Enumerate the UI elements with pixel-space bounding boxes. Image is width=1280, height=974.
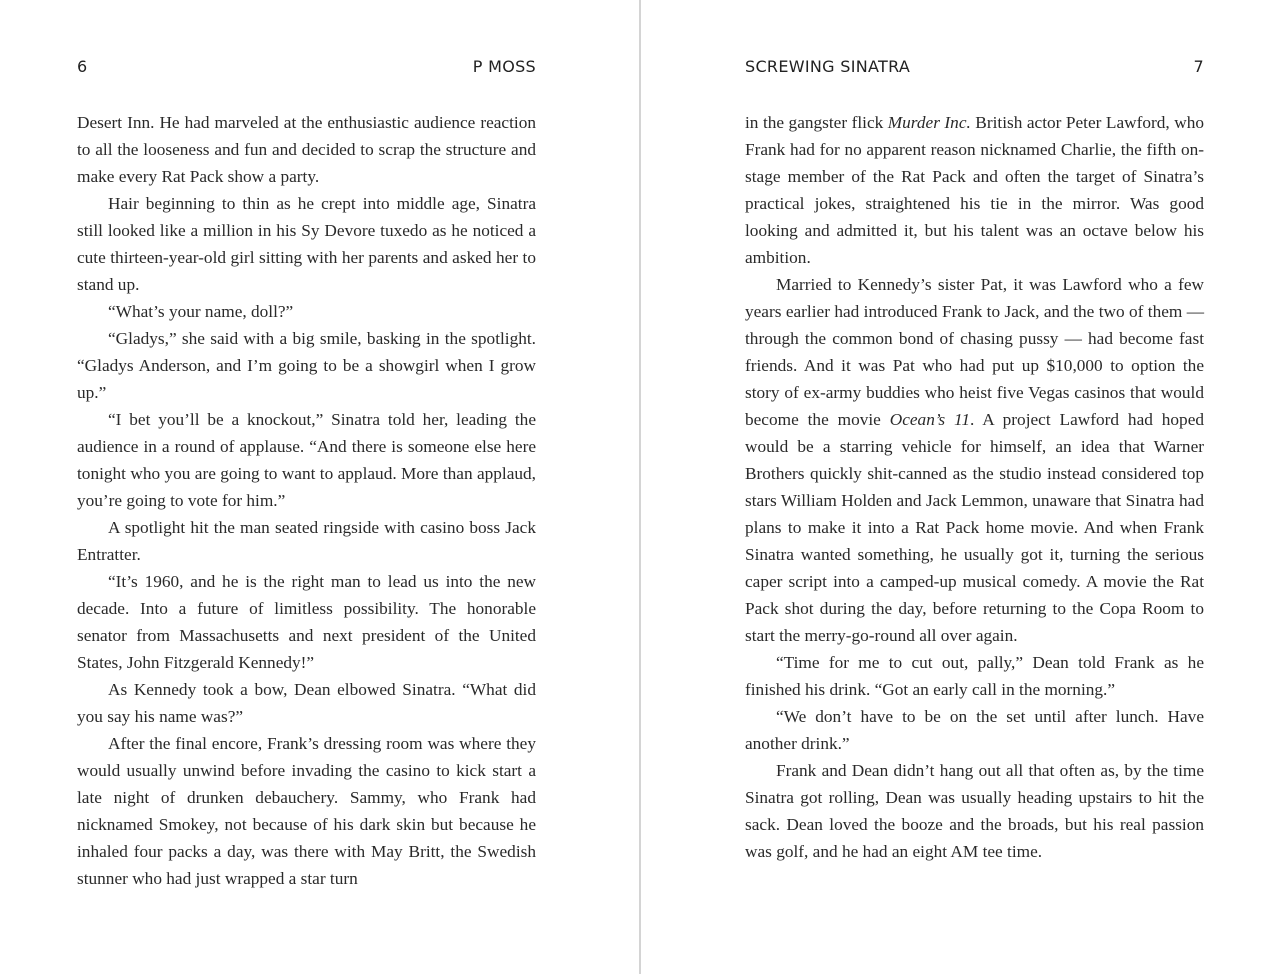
text-run: in the gangster flick xyxy=(745,113,888,132)
left-running-title: P MOSS xyxy=(472,57,536,76)
paragraph: Hair beginning to thin as he crept into middle age, Sinatra still looked like a million in his Sy Devore tuxedo as he noticed a cute thirteen-year-old girl sitting with her parents and asked her to stand up. xyxy=(77,194,536,294)
paragraph: After the final encore, Frank’s dressing room was where they would usually unwind before invading the casino to kick start a late night of drunken debauchery. Sammy, who Frank had nicknamed Smokey, not because of his dark skin but because he inhaled four packs a day, was there with May Britt, the Swedish stunner who had just wrapped a star turn xyxy=(77,734,536,888)
paragraph: A spotlight hit the man seated ringside with casino boss Jack Entratter. xyxy=(77,518,536,564)
paragraph: Desert Inn. He had marveled at the enthusiastic audience reaction to all the looseness and fun and decided to scrap the structure and make every Rat Pack show a party. xyxy=(77,113,536,186)
text-run: Married to Kennedy’s sister Pat, it was Lawford who a few years earlier had introduced Frank to Jack, and the two of them — through the common bond of chasing pussy — had become fast friends. And it was Pat who had put up $10,000 to option the story of ex-army buddies who heist five Vegas casinos that would become the movie xyxy=(745,275,1204,429)
paragraph xyxy=(745,271,1204,649)
paragraph: “Time for me to cut out, pally,” Dean told Frank as he finished his drink. “Got an early call in the morning.” xyxy=(745,653,1204,699)
paragraph: Frank and Dean didn’t hang out all that often as, by the time Sinatra got rolling, Dean was usually heading upstairs to hit the sack. Dean loved the booze and the broads, but his real passion was golf, and he had an eight AM tee time. xyxy=(745,761,1204,861)
text-run: British actor Peter Lawford, who Frank had for no apparent reason nicknamed Charlie, the fifth on-stage member of the Rat Pack and often the target of Sinatra’s practical jokes, straightened his tie in the mirror. Was good looking and admitted it, but his talent was an octave below his ambition. xyxy=(745,113,1204,267)
left-page xyxy=(77,0,536,974)
page-gutter-divider xyxy=(639,0,641,974)
paragraph: “Gladys,” she said with a big smile, basking in the spotlight. “Gladys Anderson, and I’m going to be a showgirl when I grow up.” xyxy=(77,329,536,402)
left-page-number: 6 xyxy=(77,57,88,76)
paragraph: As Kennedy took a bow, Dean elbowed Sinatra. “What did you say his name was?” xyxy=(77,680,536,726)
right-running-title: SCREWING SINATRA xyxy=(745,57,911,76)
right-body-text xyxy=(745,109,1204,865)
right-page-number: 7 xyxy=(1193,57,1204,76)
left-running-head xyxy=(77,57,536,81)
paragraph: “It’s 1960, and he is the right man to lead us into the new decade. Into a future of limitless possibility. The honorable senator from Massachusetts and next president of the United States, John Fitzgerald Kennedy!” xyxy=(77,572,536,672)
paragraph: “We don’t have to be on the set until after lunch. Have another drink.” xyxy=(745,707,1204,753)
paragraph xyxy=(745,109,1204,271)
right-page xyxy=(745,0,1204,974)
left-body-text xyxy=(77,109,536,892)
paragraph: “What’s your name, doll?” xyxy=(108,302,294,321)
text-run: . A project Lawford had hoped would be a starring vehicle for himself, an idea that Warner Brothers quickly shit-canned as the studio instead considered top stars William Holden and Jack Lemmon, unaware that Sinatra had plans to make it into a Rat Pack home movie. And when Frank Sinatra wanted something, he usually got it, turning the serious caper script into a camped-up musical comedy. A movie the Rat Pack shot during the day, before returning to the Copa Room to start the merry-go-round all over again. xyxy=(745,410,1205,645)
paragraph: “I bet you’ll be a knockout,” Sinatra told her, leading the audience in a round of applause. “And there is someone else here tonight who you are going to want to applaud. More than applaud, you’re going to vote for him.” xyxy=(77,410,536,510)
right-running-head xyxy=(745,57,1204,81)
film-title-italic: Murder Inc. xyxy=(887,113,971,132)
film-title-italic: Ocean’s 11 xyxy=(889,410,970,429)
